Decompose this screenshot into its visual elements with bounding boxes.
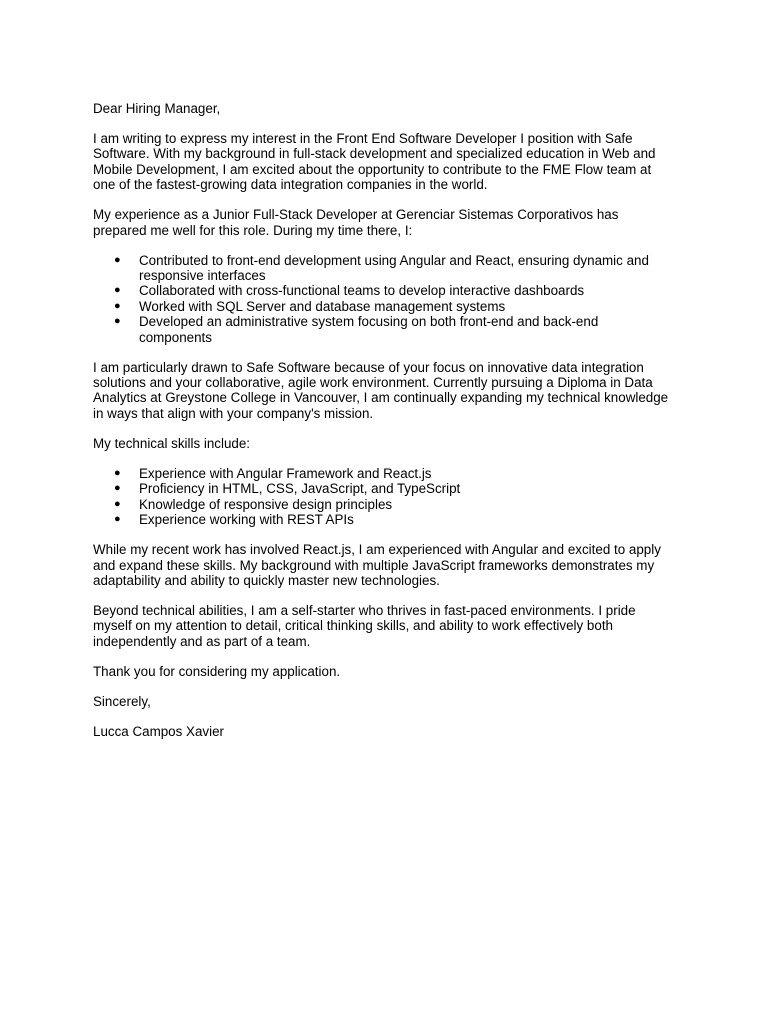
bullet-icon: ● [114, 482, 121, 495]
bullet-icon: ● [114, 513, 121, 526]
skills-list [93, 466, 673, 528]
closing: Sincerely, [93, 693, 151, 709]
list-item [93, 299, 673, 314]
greeting: Dear Hiring Manager, [93, 101, 221, 116]
list-item [93, 497, 673, 512]
thanks-paragraph: Thank you for considering my application. [93, 663, 341, 679]
list-item [93, 512, 673, 527]
list-item-text: Developed an administrative system focusing on both front-end and back-end components [139, 314, 599, 345]
list-item-text: Worked with SQL Server and database management systems [139, 298, 506, 314]
list-item-text: Experience with Angular Framework and React.js [139, 465, 432, 481]
motivation-paragraph: I am particularly drawn to Safe Software because of your focus on innovative data integration solutions and your collaborative, agile work environment. Currently pursuing a Diploma in Data Analytics at Greystone College in Vancouver, I am continually expanding my technical knowledge in ways that align with your company's mission. [93, 359, 669, 421]
adaptability-paragraph: While my recent work has involved React.js, I am experienced with Angular and excited to apply and expand these skills. My background with multiple JavaScript frameworks demonstrates my adaptability and ability to quickly master new technologies. [93, 542, 661, 588]
bullet-icon: ● [114, 299, 121, 312]
bullet-icon: ● [114, 253, 121, 266]
signature-name: Lucca Campos Xavier [93, 723, 224, 739]
list-item [93, 481, 673, 496]
experience-intro-paragraph: My experience as a Junior Full-Stack Developer at Gerenciar Sistemas Corporativos has prepared me well for this role. During my time there, I: [93, 207, 619, 238]
bullet-icon: ● [114, 497, 121, 510]
skills-intro-paragraph: My technical skills include: [93, 435, 251, 451]
bullet-icon: ● [114, 315, 121, 328]
list-item-text: Knowledge of responsive design principles [139, 496, 393, 512]
bullet-icon: ● [114, 284, 121, 297]
bullet-icon: ● [114, 466, 121, 479]
list-item [93, 314, 673, 345]
soft-skills-paragraph: Beyond technical abilities, I am a self-starter who thrives in fast-paced environments. I pride myself on my attention to detail, critical thinking skills, and ability to work effectively both independently and as part of a team. [93, 602, 636, 649]
list-item-text: Contributed to front-end development using Angular and React, ensuring dynamic and responsive interfaces [139, 252, 649, 284]
list-item-text: Experience working with REST APIs [139, 512, 354, 528]
list-item [93, 466, 673, 481]
list-item-text: Collaborated with cross-functional teams to develop interactive dashboards [139, 283, 585, 299]
list-item-text: Proficiency in HTML, CSS, JavaScript, and TypeScript [139, 481, 461, 497]
intro-paragraph: I am writing to express my interest in the Front End Software Developer I position with Safe Software. With my background in full-stack development and specialized education in Web and Mobile Development, I am excited about the opportunity to contribute to the FME Flow team at one of the fastest-growing data integration companies in the world. [93, 131, 656, 193]
list-item [93, 253, 673, 284]
experience-list [93, 253, 673, 345]
letter-body [93, 101, 673, 754]
list-item [93, 283, 673, 298]
